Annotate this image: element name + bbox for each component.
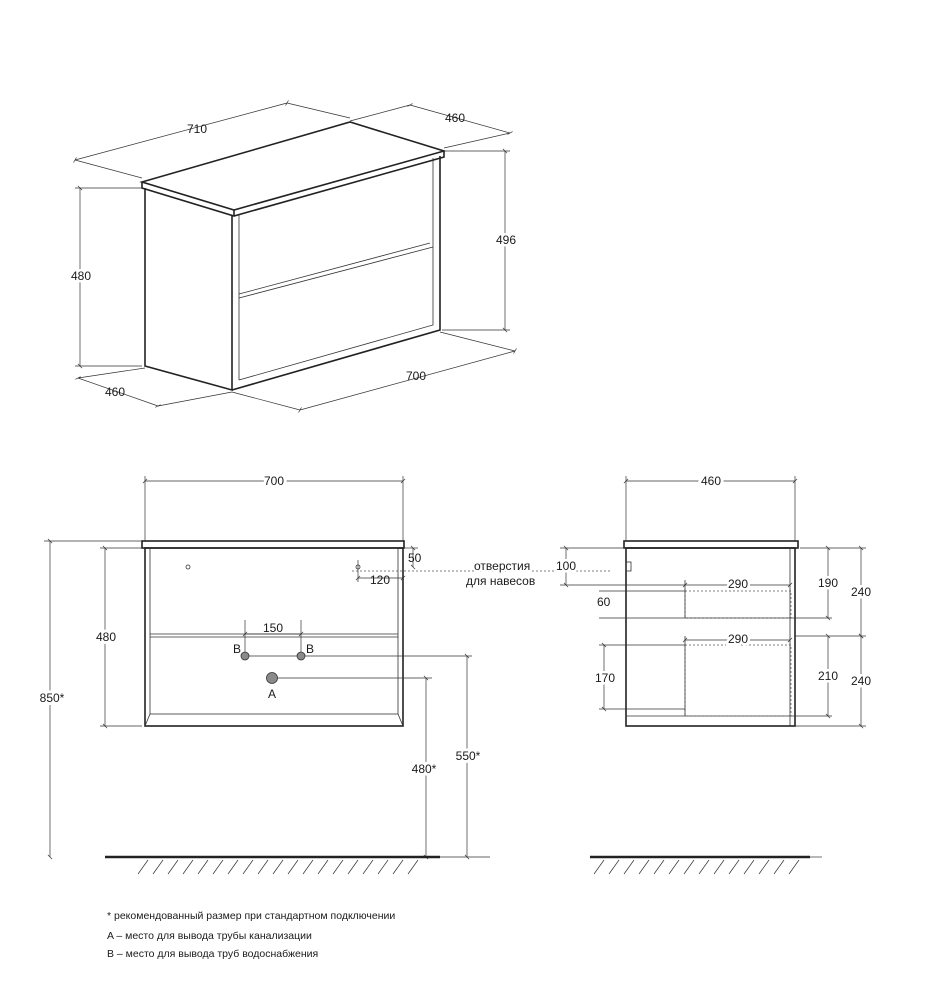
hanging-holes-label-1: отверстия xyxy=(474,559,531,573)
note-water: B – место для вывода труб водоснабжения xyxy=(107,948,319,960)
front-height: 480 xyxy=(95,630,117,644)
front-side-offset: 120 xyxy=(370,573,391,587)
side-top-offset: 100 xyxy=(555,559,577,573)
water-pipe-right-icon xyxy=(297,652,305,660)
iso-height-side: 480 xyxy=(70,269,92,283)
front-top-offset: 50 xyxy=(408,551,422,565)
iso-depth-bottom: 460 xyxy=(104,385,126,399)
drawer2-inner-height: 210 xyxy=(817,669,839,683)
a-label: A xyxy=(268,687,277,701)
iso-width-top: 710 xyxy=(186,122,208,136)
a-height: 480* xyxy=(411,762,437,776)
front-view xyxy=(40,474,610,874)
b-left-label: B xyxy=(233,642,242,656)
b-right-label: B xyxy=(306,642,315,656)
iso-depth-top: 460 xyxy=(444,111,466,125)
water-pipe-left-icon xyxy=(241,652,249,660)
b-height: 550* xyxy=(455,749,481,763)
drawer1-depth: 290 xyxy=(727,577,749,591)
drawer2-depth: 290 xyxy=(727,632,749,646)
drawer2-height: 240 xyxy=(850,674,872,688)
iso-width-bottom: 700 xyxy=(405,369,427,383)
floor-hatch-side xyxy=(594,860,799,874)
front-total-height: 850* xyxy=(39,691,65,705)
drawer-gap: 60 xyxy=(597,595,611,609)
floor-hatch-front xyxy=(138,860,418,874)
side-view xyxy=(556,474,871,874)
iso-height-front: 496 xyxy=(495,233,517,247)
b-spacing: 150 xyxy=(262,621,284,635)
drawer1-height: 240 xyxy=(850,585,872,599)
note-drain: A – место для вывода трубы канализации xyxy=(107,930,312,942)
side-depth: 460 xyxy=(700,474,722,488)
drawer1-inner-height: 190 xyxy=(817,576,839,590)
hanging-holes-label-2: для навесов xyxy=(466,574,536,588)
isometric-view xyxy=(71,103,516,410)
drain-pipe-icon xyxy=(267,673,278,684)
note-recommended: * рекомендованный размер при стандартном подключении xyxy=(107,910,396,922)
front-width: 700 xyxy=(263,474,285,488)
drawer2-side-height: 170 xyxy=(594,671,616,685)
